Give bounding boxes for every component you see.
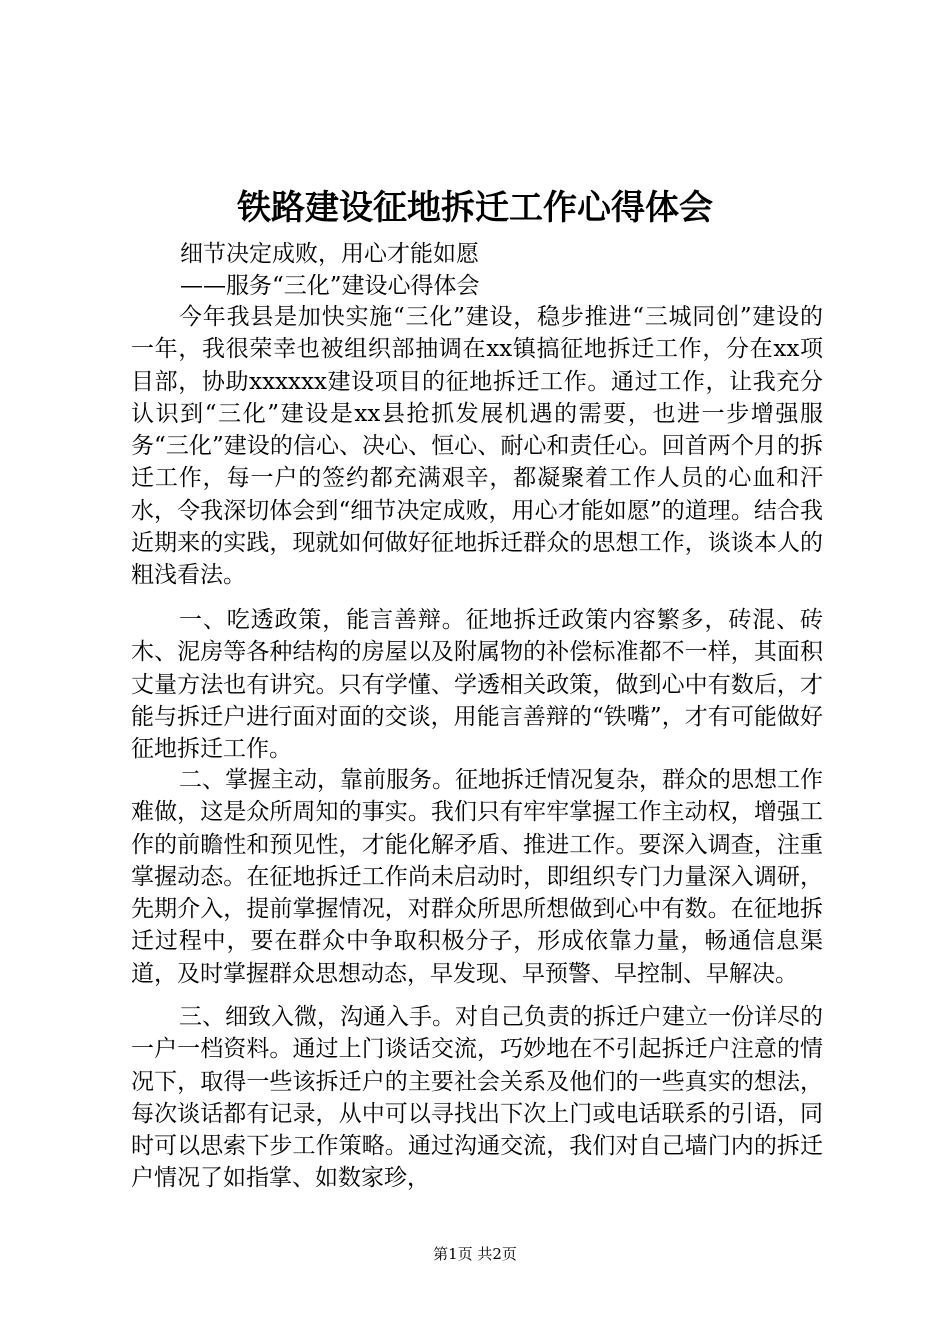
paragraph-section-1: 一、吃透政策，能言善辩。征地拆迁政策内容繁多，砖混、砖木、泥房等各种结构的房屋以及附属物的补偿标准都不一样，其面积丈量方法也有讲究。只有学懂、学透相关政策，做到心中有数后，才能与拆迁户进行面对面的交谈，用能言善辩的“铁嘴”，才有可能做好征地拆迁工作。 [131, 607, 823, 763]
subtitle-line-1: 细节决定成败，用心才能如愿 [180, 241, 479, 267]
paragraph-section-2: 二、掌握主动，靠前服务。征地拆迁情况复杂，群众的思想工作难做，这是众所周知的事实。我们只有牢牢掌握工作主动权，增强工作的前瞻性和预见性，才能化解矛盾、推进工作。要深入调查，注重掌握动态。在征地拆迁工作尚未启动时，即组织专门力量深入调研，先期介入，提前掌握情况，对群众所思所想做到心中有数。在征地拆迁过程中，要在群众中争取积极分子，形成依靠力量，畅通信息渠道，及时掌握群众思想动态，早发现、早预警、早控制、早解决。 [131, 767, 823, 987]
subtitle-line-2: ——服务“三化”建设心得体会 [180, 273, 480, 299]
page-footer: 第1页 共2页 [433, 1245, 517, 1263]
document-title: 铁路建设征地拆迁工作心得体会 [237, 188, 713, 228]
paragraph-section-3: 三、细致入微，沟通入手。对自己负责的拆迁户建立一份详尽的一户一档资料。通过上门谈话交流，巧妙地在不引起拆迁户注意的情况下，取得一些该拆迁户的主要社会关系及他们的一些真实的想法，每次谈话都有记录，从中可以寻找出下次上门或电话联系的引语，同时可以思索下步工作策略。通过沟通交流，我们对自己墙门内的拆迁户情况了如指掌、如数家珍， [131, 1004, 823, 1192]
intro-paragraph: 今年我县是加快实施“三化”建设，稳步推进“三城同创”建设的一年，我很荣幸也被组织部抽调在xx镇搞征地拆迁工作，分在xx项目部，协助xxxxxx建设项目的征地拆迁工作。通过工作，让我充分认识到“三化”建设是xx县抢抓发展机遇的需要，也进一步增强服务“三化”建设的信心、决心、恒心、耐心和责任心。回首两个月的拆迁工作，每一户的签约都充满艰辛，都凝聚着工作人员的心血和汗水，令我深切体会到“细节决定成败，用心才能如愿”的道理。结合我近期来的实践，现就如何做好征地拆迁群众的思想工作，谈谈本人的粗浅看法。 [131, 304, 823, 589]
